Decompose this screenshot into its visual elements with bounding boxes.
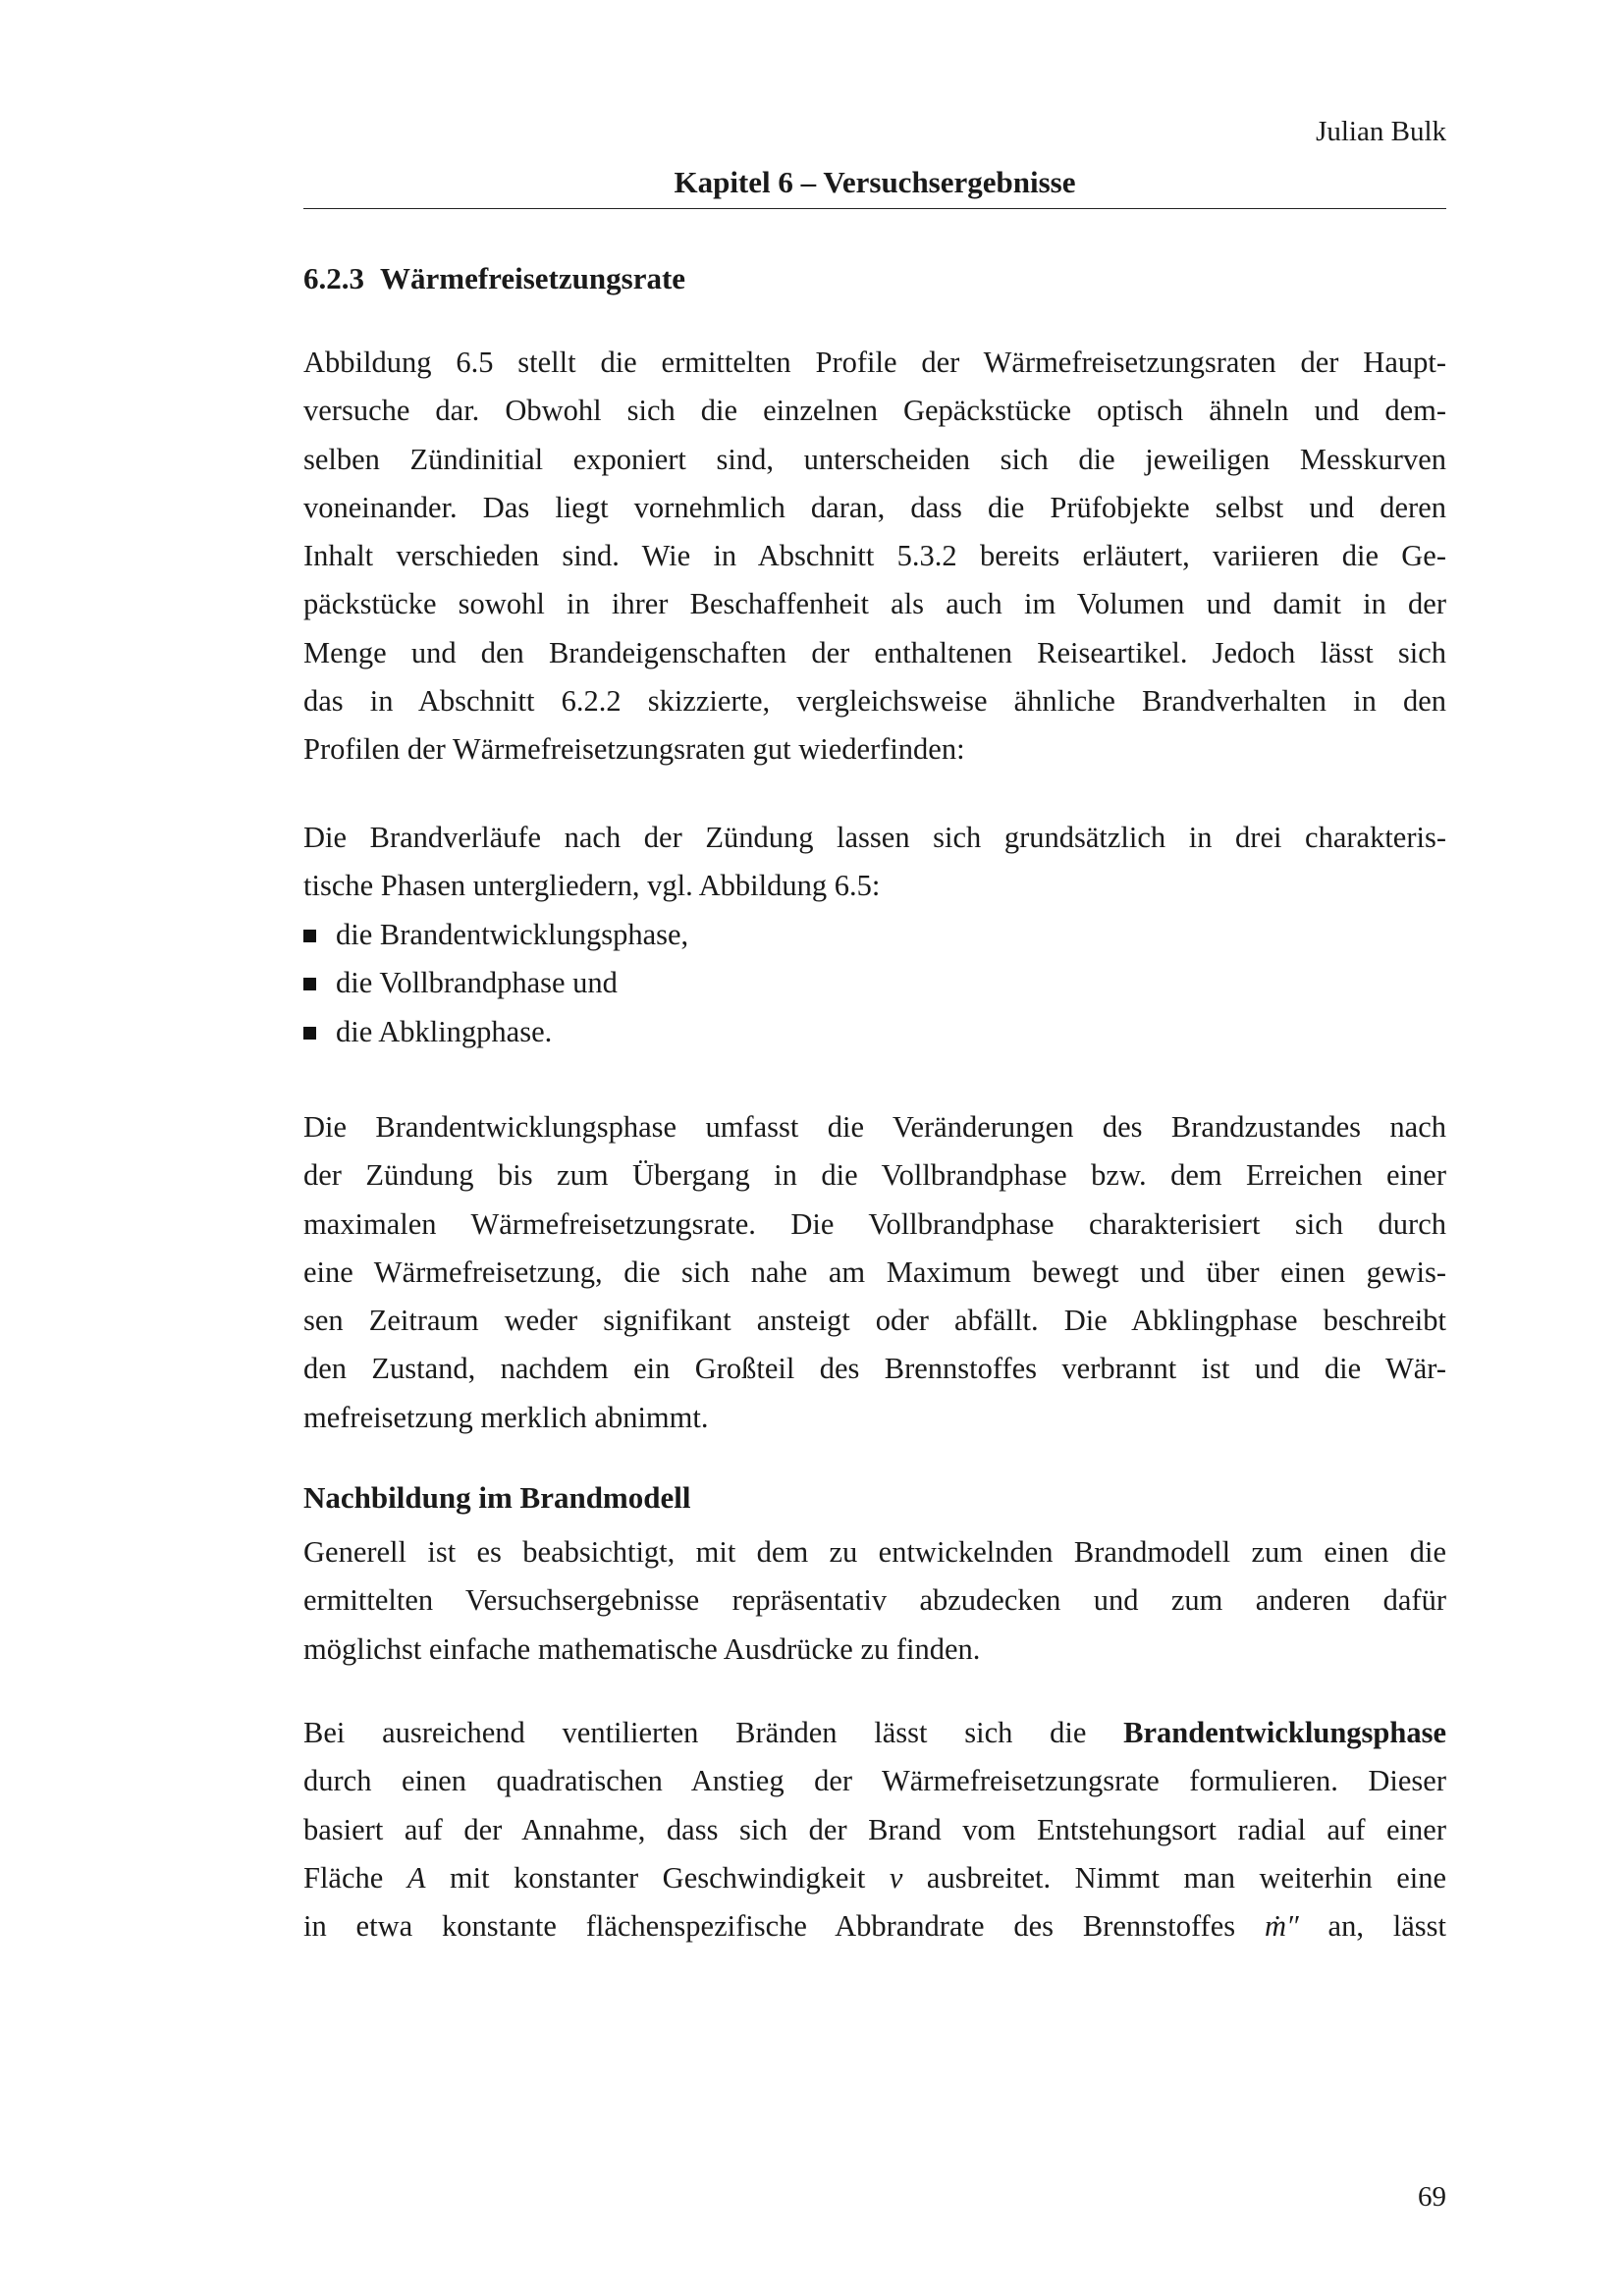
text-line: basiert auf der Annahme, dass sich der Brand vom Entstehungsort radial auf einer <box>303 1812 1446 1846</box>
subsection-heading: Nachbildung im Brandmodell <box>303 1480 691 1515</box>
list-item-text: die Vollbrandphase und <box>336 966 618 1000</box>
text-line: Generell ist es beabsichtigt, mit dem zu entwickelnden Brandmodell zum einen die <box>303 1535 1446 1569</box>
text-line: sen Zeitraum weder signifikant ansteigt oder abfällt. Die Abklingphase beschreibt <box>303 1304 1446 1338</box>
list-item <box>303 1008 1446 1056</box>
header-rule <box>303 208 1446 209</box>
text-line: Bei ausreichend ventilierten Bränden lässt sich die Brandentwicklungsphase <box>303 1716 1446 1749</box>
text-line: mefreisetzung merklich abnimmt. <box>303 1400 709 1434</box>
text-line: versuche dar. Obwohl sich die einzelnen Gepäckstücke optisch ähneln und dem- <box>303 394 1446 428</box>
text-line: voneinander. Das liegt vornehmlich daran, dass die Prüfobjekte selbst und deren <box>303 490 1446 524</box>
text-line: der Zündung bis zum Übergang in die Vollbrandphase bzw. dem Erreichen einer <box>303 1158 1446 1193</box>
text-line: den Zustand, nachdem ein Großteil des Brennstoffes verbrannt ist und die Wär- <box>303 1352 1446 1386</box>
paragraph-growth-phase <box>303 1709 1446 1950</box>
running-header-chapter: Kapitel 6 – Versuchsergebnisse <box>674 165 1076 199</box>
text-line: päckstücke sowohl in ihrer Beschaffenheit als auch im Volumen und damit in der <box>303 587 1446 621</box>
paragraph-intro <box>303 339 1446 774</box>
text-line: tische Phasen untergliedern, vgl. Abbildung 6.5: <box>303 869 881 903</box>
bold-term: Brandentwicklungsphase <box>1123 1716 1446 1749</box>
text-line: durch einen quadratischen Anstieg der Wärmefreisetzungsrate formulieren. Dieser <box>303 1764 1446 1798</box>
text-line: ermittelten Versuchsergebnisse repräsentativ abzudecken und zum anderen dafür <box>303 1583 1446 1618</box>
section-title: Wärmefreisetzungsrate <box>380 261 686 295</box>
text-line: Abbildung 6.5 stellt die ermittelten Profile der Wärmefreisetzungsraten der Haupt- <box>303 346 1446 379</box>
text-line: in etwa konstante flächenspezifische Abbrandrate des Brennstoffes ṁ″ an, lässt <box>303 1909 1447 1944</box>
phase-list <box>303 911 1446 1056</box>
square-bullet-icon <box>303 978 316 990</box>
list-item-text: die Abklingphase. <box>336 1014 553 1048</box>
paragraph-phases-intro <box>303 814 1446 911</box>
text-line: Fläche A mit konstanter Geschwindigkeit v ausbreitet. Nimmt man weiterhin eine <box>303 1860 1446 1895</box>
running-header-author: Julian Bulk <box>1316 116 1446 147</box>
paragraph-phase-description <box>303 1103 1446 1442</box>
section-number: 6.2.3 <box>303 261 364 295</box>
text-line: Die Brandverläufe nach der Zündung lassen sich grundsätzlich in drei charakteris- <box>303 821 1446 854</box>
text-line: das in Abschnitt 6.2.2 skizzierte, vergleichsweise ähnliche Brandverhalten in den <box>303 684 1446 719</box>
square-bullet-icon <box>303 930 316 942</box>
text-line: Inhalt verschieden sind. Wie in Abschnitt 5.3.2 bereits erläutert, variieren die Ge- <box>303 539 1446 573</box>
math-variable: A <box>406 1860 426 1895</box>
text-line: selben Zündinitial exponiert sind, unterscheiden sich die jeweiligen Messkurven <box>303 442 1446 476</box>
math-variable: v <box>889 1860 903 1895</box>
text-line: eine Wärmefreisetzung, die sich nahe am Maximum bewegt und über einen gewis- <box>303 1255 1446 1289</box>
paragraph-model-goal <box>303 1528 1446 1674</box>
text-line: Die Brandentwicklungsphase umfasst die Veränderungen des Brandzustandes nach <box>303 1110 1446 1144</box>
text-line: maximalen Wärmefreisetzungsrate. Die Vollbrandphase charakterisiert sich durch <box>303 1206 1446 1241</box>
page-number: 69 <box>1418 2181 1446 2213</box>
list-item <box>303 959 1446 1007</box>
text-line: Profilen der Wärmefreisetzungsraten gut wiederfinden: <box>303 732 965 767</box>
text-line: möglichst einfache mathematische Ausdrücke zu finden. <box>303 1631 981 1666</box>
math-variable: ṁ″ <box>1264 1909 1299 1944</box>
list-item-text: die Brandentwicklungsphase, <box>336 918 689 951</box>
list-item <box>303 911 1446 959</box>
section-heading <box>303 261 685 296</box>
text-line: Menge und den Brandeigenschaften der enthaltenen Reiseartikel. Jedoch lässt sich <box>303 635 1446 669</box>
square-bullet-icon <box>303 1027 316 1040</box>
